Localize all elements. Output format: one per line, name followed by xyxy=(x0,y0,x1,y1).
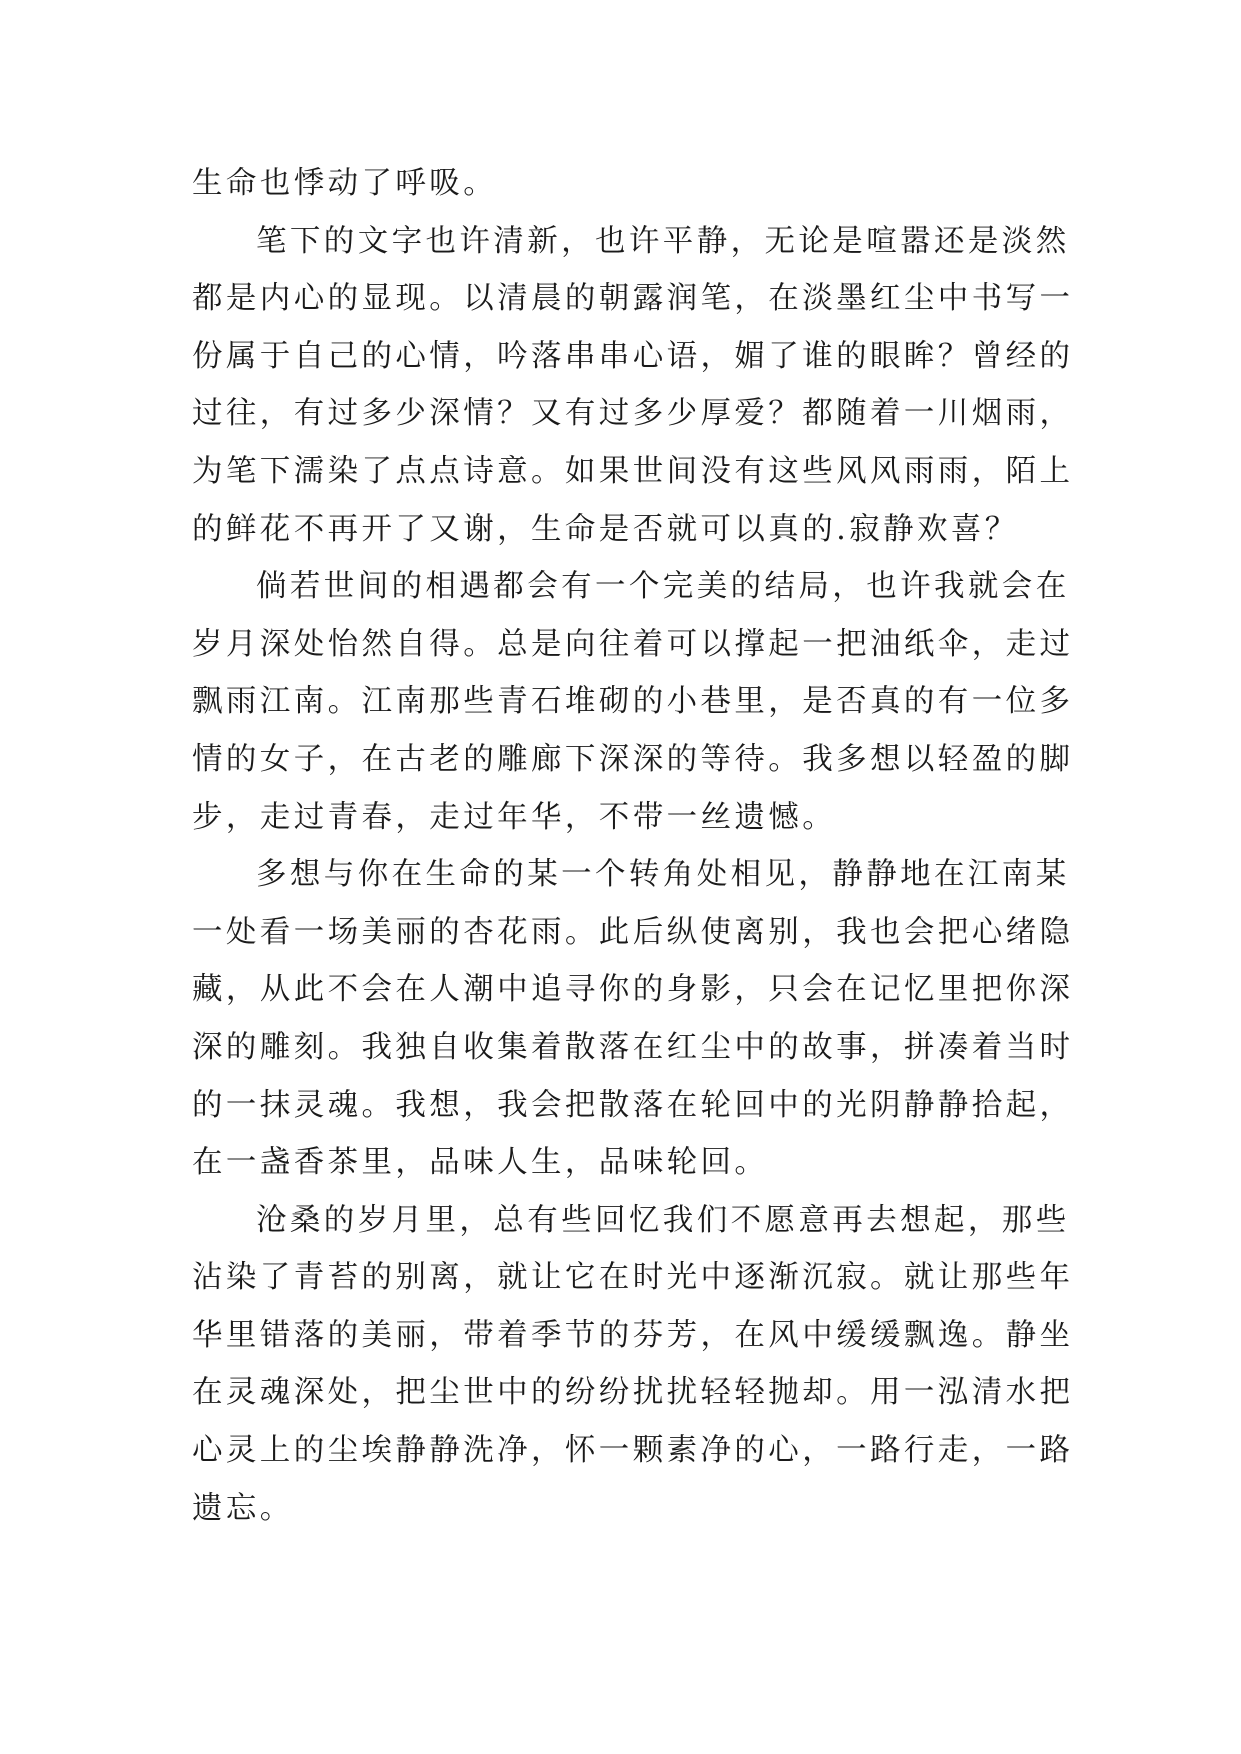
text-line: 在灵魂深处，把尘世中的纷纷扰扰轻轻抛却。用一泓清水把 xyxy=(192,1375,1074,1411)
text-line: 华里错落的美丽，带着季节的芬芳，在风中缓缓飘逸。静坐 xyxy=(192,1317,1074,1353)
text-line: 倘若世间的相遇都会有一个完美的结局，也许我就会在 xyxy=(256,569,1070,605)
text-line: 岁月深处怡然自得。总是向往着可以撑起一把油纸伞，走过 xyxy=(192,626,1074,662)
text-line: 生命也悸动了呼吸。 xyxy=(192,166,498,201)
text-line: 过往，有过多少深情？又有过多少厚爱？都随着一川烟雨， xyxy=(192,396,1074,432)
text-line: 都是内心的显现。以清晨的朝露润笔，在淡墨红尘中书写一 xyxy=(192,281,1074,317)
text-line: 笔下的文字也许清新，也许平静，无论是喧嚣还是淡然 xyxy=(256,223,1070,259)
paragraph-2 xyxy=(192,213,1072,559)
paragraph-4 xyxy=(192,846,1072,1192)
text-line: 深的雕刻。我独自收集着散落在红尘中的故事，拼凑着当时 xyxy=(192,1029,1074,1065)
text-line: 飘雨江南。江南那些青石堆砌的小巷里，是否真的有一位多 xyxy=(192,684,1074,720)
paragraph-3 xyxy=(192,558,1072,846)
text-line: 心灵上的尘埃静静洗净，怀一颗素净的心，一路行走，一路 xyxy=(192,1433,1074,1469)
paragraph-5 xyxy=(192,1192,1072,1538)
document-body xyxy=(192,155,1072,1537)
text-line: 在一盏香茶里，品味人生，品味轮回。 xyxy=(192,1145,769,1181)
text-line: 多想与你在生命的某一个转角处相见，静静地在江南某 xyxy=(256,857,1070,893)
text-line: 一处看一场美丽的杏花雨。此后纵使离别，我也会把心绪隐 xyxy=(192,914,1074,950)
text-line: 的鲜花不再开了又谢，生命是否就可以真的.寂静欢喜？ xyxy=(192,511,1019,547)
text-line: 情的女子，在古老的雕廊下深深的等待。我多想以轻盈的脚 xyxy=(192,741,1074,777)
text-line: 的一抹灵魂。我想，我会把散落在轮回中的光阴静静拾起， xyxy=(192,1087,1074,1123)
text-line: 份属于自己的心情，吟落串串心语，媚了谁的眼眸？曾经的 xyxy=(192,338,1074,374)
text-line: 遗忘。 xyxy=(192,1490,294,1526)
text-line: 沧桑的岁月里，总有些回忆我们不愿意再去想起，那些 xyxy=(256,1202,1070,1238)
text-line: 沾染了青苔的别离，就让它在时光中逐渐沉寂。就让那些年 xyxy=(192,1260,1074,1296)
text-line: 为笔下濡染了点点诗意。如果世间没有这些风风雨雨，陌上 xyxy=(192,453,1074,489)
text-line: 步，走过青春，走过年华，不带一丝遗憾。 xyxy=(192,799,837,835)
paragraph-1 xyxy=(192,155,1072,213)
text-line: 藏，从此不会在人潮中追寻你的身影，只会在记忆里把你深 xyxy=(192,972,1074,1008)
